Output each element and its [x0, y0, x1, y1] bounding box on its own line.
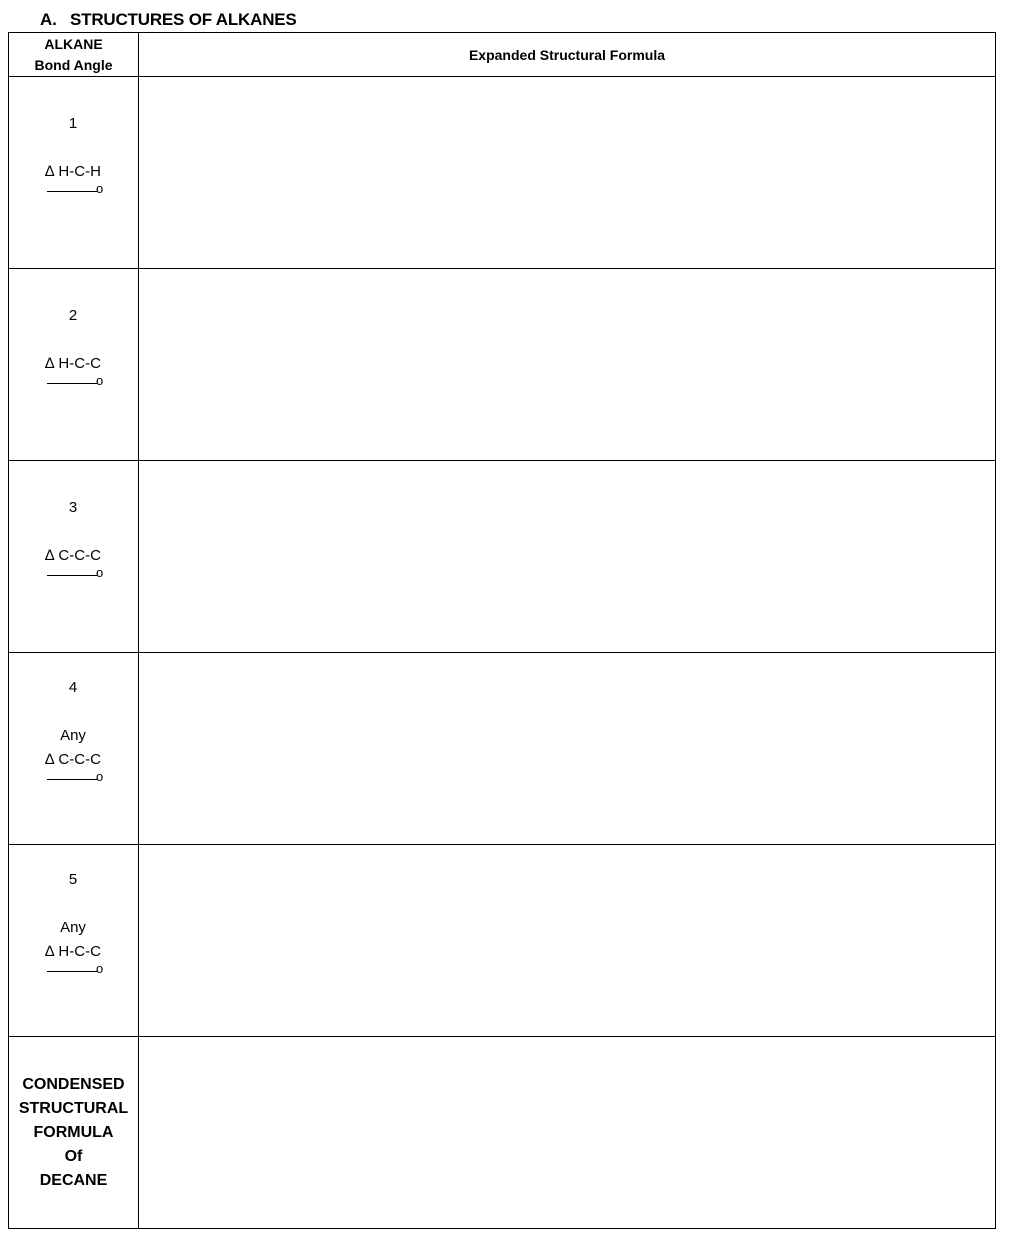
bond-angle-cell	[9, 653, 139, 845]
bond-angle-label: ∆ C-C-C	[45, 547, 101, 564]
degree-symbol: o	[96, 565, 104, 580]
alkane-row-3	[9, 461, 996, 653]
row-number: 3	[68, 499, 78, 516]
expanded-formula-answer-cell[interactable]	[139, 461, 996, 653]
answer-blank[interactable]	[47, 971, 97, 972]
header-row	[9, 33, 996, 77]
condensed-label-line: DECANE	[39, 1171, 108, 1189]
row-number: 2	[68, 307, 78, 324]
degree-symbol: o	[96, 769, 104, 784]
bond-angle-label: ∆ H-C-C	[45, 943, 101, 960]
row-number: 5	[68, 871, 78, 888]
expanded-formula-answer-cell[interactable]	[139, 269, 996, 461]
header-alkane-bond-angle	[9, 33, 139, 77]
alkane-row-2	[9, 269, 996, 461]
bond-angle-cell	[9, 845, 139, 1037]
any-label: Any	[60, 727, 86, 744]
row-number: 1	[68, 115, 78, 132]
section-letter: A.	[40, 10, 57, 29]
bond-angle-label: ∆ H-C-C	[45, 355, 101, 372]
answer-blank[interactable]	[47, 779, 97, 780]
condensed-label-line: FORMULA	[33, 1123, 114, 1141]
decane-row	[9, 1037, 996, 1229]
condensed-formula-answer-cell[interactable]	[139, 1037, 996, 1229]
expanded-formula-answer-cell[interactable]	[139, 653, 996, 845]
bond-angle-label: ∆ H-C-H	[45, 163, 101, 180]
expanded-formula-answer-cell[interactable]	[139, 77, 996, 269]
header-expanded-formula: Expanded Structural Formula	[139, 33, 996, 77]
degree-symbol: o	[96, 181, 104, 196]
bond-angle-cell	[9, 77, 139, 269]
bond-angle-cell	[9, 269, 139, 461]
answer-blank[interactable]	[47, 383, 97, 384]
condensed-label-line: Of	[64, 1147, 83, 1165]
section-title	[40, 10, 297, 30]
header-alkane-label: ALKANE	[44, 35, 103, 52]
condensed-label-line: CONDENSED	[22, 1075, 125, 1093]
section-heading: STRUCTURES OF ALKANES	[70, 10, 297, 29]
condensed-label-line: STRUCTURAL	[18, 1099, 129, 1117]
any-label: Any	[60, 919, 86, 936]
row-number: 4	[68, 679, 78, 696]
worksheet-table	[8, 32, 996, 1229]
answer-blank[interactable]	[47, 191, 97, 192]
condensed-formula-label	[9, 1037, 139, 1229]
expanded-formula-answer-cell[interactable]	[139, 845, 996, 1037]
alkane-row-5	[9, 845, 996, 1037]
bond-angle-cell	[9, 461, 139, 653]
degree-symbol: o	[96, 961, 104, 976]
answer-blank[interactable]	[47, 575, 97, 576]
header-bond-angle-label: Bond Angle	[34, 56, 113, 73]
alkane-row-4	[9, 653, 996, 845]
alkane-row-1	[9, 77, 996, 269]
degree-symbol: o	[96, 373, 104, 388]
bond-angle-label: ∆ C-C-C	[45, 751, 101, 768]
